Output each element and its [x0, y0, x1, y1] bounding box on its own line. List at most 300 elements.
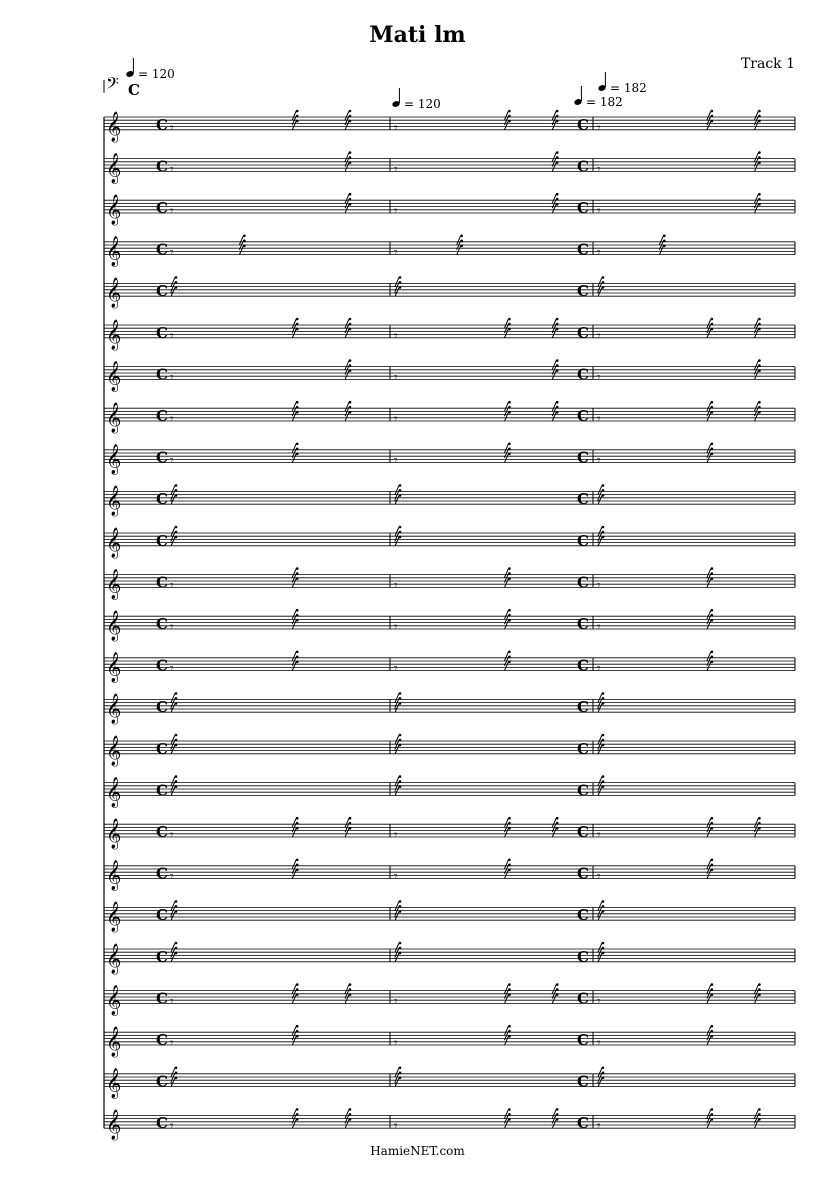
rest-dot: [758, 411, 761, 414]
time-signature: C: [577, 573, 589, 592]
rest-dot: [175, 947, 178, 950]
rest-stroke: [707, 818, 711, 827]
rest-dot: [663, 240, 666, 243]
eighth-rest: 𝄾: [597, 1119, 601, 1135]
treble-clef-icon: 𝄞: [106, 527, 122, 558]
rest-dot: [399, 775, 402, 778]
tempo-text: = 182: [586, 95, 623, 109]
rest-dot: [508, 411, 511, 414]
rest-dot: [508, 328, 511, 331]
eighth-rest: 𝄾: [170, 495, 174, 511]
rest-stroke: [292, 1026, 296, 1035]
rest-dot: [711, 110, 714, 113]
rest-stroke: [504, 111, 508, 120]
rest-dot: [349, 156, 352, 159]
rest-stroke: [292, 652, 296, 661]
rest-dot: [175, 734, 178, 737]
rest-dot: [349, 993, 352, 996]
rest-dot: [711, 983, 714, 986]
rest-stroke: [504, 870, 508, 879]
rest-dot: [296, 1030, 299, 1033]
rest-stroke: [754, 121, 758, 130]
rest-stroke: [504, 610, 508, 619]
rest-dot: [602, 952, 605, 955]
rest-dot: [508, 817, 511, 820]
time-signature: C: [156, 490, 168, 509]
rest-dot: [296, 822, 299, 825]
rest-dot: [711, 406, 714, 409]
rest-stroke: [292, 319, 296, 328]
rest-dot: [349, 988, 352, 991]
rest-dot: [602, 286, 605, 289]
rest-dot: [508, 318, 511, 321]
treble-staff: [104, 235, 795, 268]
time-signature: C: [577, 157, 589, 176]
rest-dot: [349, 193, 352, 196]
treble-clef-icon: 𝄞: [106, 486, 122, 517]
treble-clef-icon: 𝄞: [106, 694, 122, 725]
rest-dot: [508, 401, 511, 404]
eighth-rest: 𝄾: [170, 994, 174, 1010]
rest-dot: [399, 1077, 402, 1080]
rest-stroke: [754, 995, 758, 1004]
treble-staff: [104, 318, 795, 351]
rest-dot: [602, 276, 605, 279]
rest-dot: [711, 567, 714, 570]
rest-dot: [556, 401, 559, 404]
rest-dot: [296, 1025, 299, 1028]
treble-clef-icon: 𝄞: [106, 569, 122, 600]
rest-dot: [349, 198, 352, 201]
rest-dot: [175, 739, 178, 742]
rest-dot: [508, 822, 511, 825]
rest-stroke: [754, 412, 758, 421]
rest-stroke: [552, 818, 556, 827]
rest-stroke: [504, 620, 508, 629]
treble-staff: [104, 359, 795, 392]
rest-dot: [399, 526, 402, 529]
rest-stroke: [292, 111, 296, 120]
tempo-mark: [125, 58, 174, 81]
rest-dot: [399, 489, 402, 492]
rest-dot: [711, 120, 714, 123]
rest-stroke: [345, 1119, 349, 1128]
rest-dot: [399, 494, 402, 497]
rest-stroke: [504, 828, 508, 837]
rest-stroke: [171, 693, 175, 702]
rest-stroke: [707, 444, 711, 453]
rest-dot: [711, 1118, 714, 1121]
time-signature: C: [156, 323, 168, 342]
rest-stroke: [552, 371, 556, 380]
rest-stroke: [504, 444, 508, 453]
rest-dot: [758, 115, 761, 118]
treble-staff: [104, 401, 795, 434]
eighth-rest: 𝄾: [170, 1036, 174, 1051]
rest-stroke: [292, 569, 296, 578]
rest-stroke: [457, 246, 461, 255]
rest-dot: [349, 1113, 352, 1116]
rest-dot: [349, 115, 352, 118]
time-signature: C: [577, 490, 589, 509]
eighth-rest: 𝄾: [394, 287, 398, 303]
time-signature: C: [156, 823, 168, 841]
time-signature: C: [128, 80, 140, 99]
rest-dot: [508, 577, 511, 580]
rest-stroke: [504, 329, 508, 338]
bass-clef-icon: 𝄢: [106, 73, 119, 97]
eighth-rest: 𝄾: [394, 703, 398, 719]
eighth-rest: 𝄾: [170, 287, 174, 303]
rest-dot: [556, 411, 559, 414]
treble-clef-icon: 𝄞: [106, 819, 122, 849]
rest-dot: [602, 526, 605, 529]
rest-stroke: [504, 662, 508, 671]
rest-dot: [399, 900, 402, 903]
rest-dot: [296, 572, 299, 575]
eighth-rest: 𝄾: [170, 370, 174, 386]
rest-dot: [711, 318, 714, 321]
rest-dot: [175, 1077, 178, 1080]
rest-stroke: [171, 1068, 175, 1077]
rest-stroke: [292, 860, 296, 869]
rest-dot: [758, 827, 761, 830]
eighth-rest: 𝄾: [394, 994, 398, 1010]
rest-dot: [175, 531, 178, 534]
rest-dot: [556, 1108, 559, 1111]
rest-stroke: [552, 194, 556, 203]
rest-dot: [399, 1072, 402, 1075]
rest-stroke: [707, 1026, 711, 1035]
eighth-rest: 𝄾: [170, 869, 174, 885]
rest-dot: [602, 692, 605, 695]
rest-stroke: [504, 579, 508, 588]
treble-staff: [104, 567, 795, 600]
eighth-rest: 𝄾: [170, 578, 174, 594]
eighth-rest: 𝄾: [170, 828, 174, 843]
rest-stroke: [707, 1119, 711, 1128]
rest-dot: [349, 328, 352, 331]
rest-dot: [758, 323, 761, 326]
rest-stroke: [292, 1109, 296, 1118]
rest-dot: [349, 401, 352, 404]
eighth-rest: 𝄾: [394, 370, 398, 386]
eighth-rest: 𝄾: [394, 328, 398, 344]
tempo-text: = 120: [138, 67, 175, 81]
treble-staff: [104, 1067, 795, 1100]
rest-dot: [711, 651, 714, 654]
rest-stroke: [171, 485, 175, 494]
treble-clef-icon: 𝄞: [106, 278, 122, 309]
rest-dot: [711, 1035, 714, 1038]
treble-staff: [104, 609, 795, 642]
rest-stroke: [598, 485, 602, 494]
rest-dot: [711, 817, 714, 820]
rest-dot: [460, 245, 463, 248]
rest-stroke: [552, 204, 556, 213]
rest-dot: [508, 110, 511, 113]
rest-stroke: [552, 153, 556, 162]
rest-stroke: [754, 329, 758, 338]
rest-dot: [602, 947, 605, 950]
time-signature: C: [577, 656, 589, 675]
treble-staff: [104, 900, 795, 933]
rest-stroke: [598, 693, 602, 702]
rest-dot: [399, 744, 402, 747]
rest-dot: [758, 318, 761, 321]
rest-dot: [758, 359, 761, 362]
rest-dot: [602, 702, 605, 705]
rest-dot: [711, 827, 714, 830]
rest-dot: [243, 240, 246, 243]
time-signature: C: [156, 739, 168, 758]
rest-dot: [460, 235, 463, 238]
rest-dot: [349, 827, 352, 830]
rest-stroke: [707, 111, 711, 120]
rest-dot: [296, 448, 299, 451]
rest-stroke: [504, 995, 508, 1004]
rest-dot: [508, 1025, 511, 1028]
rest-dot: [711, 869, 714, 872]
rest-dot: [399, 905, 402, 908]
rest-stroke: [395, 777, 399, 786]
eighth-rest: 𝄾: [394, 536, 398, 552]
rest-dot: [556, 110, 559, 113]
rest-dot: [399, 276, 402, 279]
rest-dot: [508, 614, 511, 617]
rest-dot: [349, 983, 352, 986]
rest-stroke: [457, 236, 461, 245]
rest-dot: [399, 536, 402, 539]
rest-stroke: [707, 610, 711, 619]
rest-dot: [758, 156, 761, 159]
rest-dot: [602, 1067, 605, 1070]
rest-dot: [556, 318, 559, 321]
rest-dot: [508, 1118, 511, 1121]
eighth-rest: 𝄾: [394, 245, 398, 261]
rest-stroke: [754, 204, 758, 213]
rest-dot: [508, 651, 511, 654]
rest-dot: [508, 567, 511, 570]
rest-stroke: [345, 194, 349, 203]
rest-dot: [602, 785, 605, 788]
rest-dot: [296, 328, 299, 331]
rest-dot: [349, 369, 352, 372]
rest-stroke: [504, 121, 508, 130]
rest-stroke: [345, 818, 349, 827]
rest-dot: [758, 406, 761, 409]
rest-dot: [296, 827, 299, 830]
rest-dot: [175, 785, 178, 788]
rest-dot: [399, 692, 402, 695]
rest-stroke: [395, 527, 399, 536]
eighth-rest: 𝄾: [170, 1119, 174, 1135]
rest-dot: [349, 817, 352, 820]
rest-dot: [556, 364, 559, 367]
time-signature: C: [156, 1072, 168, 1091]
rest-dot: [556, 151, 559, 154]
rest-dot: [349, 822, 352, 825]
rest-stroke: [504, 818, 508, 827]
rest-dot: [349, 110, 352, 113]
rest-dot: [296, 651, 299, 654]
tempo-text: = 182: [610, 81, 647, 95]
time-signature: C: [577, 864, 589, 883]
rest-dot: [711, 401, 714, 404]
treble-clef-icon: 𝄞: [106, 111, 122, 142]
rest-stroke: [504, 985, 508, 994]
rest-stroke: [754, 361, 758, 370]
treble-staff: [104, 110, 795, 143]
rest-stroke: [552, 121, 556, 130]
rest-dot: [711, 1025, 714, 1028]
rest-dot: [296, 120, 299, 123]
rest-dot: [296, 411, 299, 414]
footer-watermark: HamieNET.com: [370, 1144, 465, 1158]
bass-staff: [104, 73, 140, 99]
rest-dot: [296, 859, 299, 862]
eighth-rest: 𝄾: [170, 245, 174, 261]
treble-staff: [104, 1108, 795, 1141]
eighth-rest: 𝄾: [597, 204, 601, 219]
rest-stroke: [754, 828, 758, 837]
rest-dot: [175, 281, 178, 284]
rest-dot: [175, 494, 178, 497]
eighth-rest: 𝄾: [597, 911, 601, 927]
rest-stroke: [292, 412, 296, 421]
rest-dot: [175, 484, 178, 487]
rest-dot: [175, 775, 178, 778]
treble-staff: [104, 526, 795, 559]
eighth-rest: 𝄾: [394, 578, 398, 594]
rest-dot: [602, 780, 605, 783]
rest-stroke: [395, 277, 399, 286]
rest-dot: [296, 318, 299, 321]
piece-title: Mati lm: [369, 22, 466, 48]
rest-dot: [556, 369, 559, 372]
rest-dot: [243, 235, 246, 238]
eighth-rest: 𝄾: [170, 703, 174, 719]
rest-stroke: [292, 579, 296, 588]
treble-staff: [104, 775, 795, 808]
time-signature: C: [577, 781, 589, 800]
rest-stroke: [707, 319, 711, 328]
rest-dot: [711, 656, 714, 659]
rest-dot: [508, 993, 511, 996]
rest-dot: [758, 364, 761, 367]
rest-dot: [508, 572, 511, 575]
eighth-rest: 𝄾: [394, 1036, 398, 1051]
eighth-rest: 𝄾: [394, 162, 398, 178]
eighth-rest: 𝄾: [597, 786, 601, 802]
rest-dot: [349, 161, 352, 164]
rest-stroke: [598, 901, 602, 910]
rest-stroke: [395, 693, 399, 702]
rest-dot: [349, 318, 352, 321]
rest-stroke: [552, 828, 556, 837]
rest-stroke: [292, 995, 296, 1004]
rest-dot: [349, 203, 352, 206]
rest-dot: [296, 1035, 299, 1038]
rest-dot: [556, 203, 559, 206]
rest-stroke: [504, 454, 508, 463]
time-signature: C: [577, 407, 589, 425]
rest-dot: [296, 406, 299, 409]
eighth-rest: 𝄾: [597, 1036, 601, 1051]
time-signature: C: [577, 823, 589, 841]
time-signature: C: [156, 1031, 168, 1049]
rest-dot: [296, 988, 299, 991]
rest-stroke: [292, 870, 296, 879]
rest-stroke: [292, 1036, 296, 1045]
time-signature: C: [577, 739, 589, 758]
time-signature: C: [156, 448, 168, 467]
rest-stroke: [345, 153, 349, 162]
rest-dot: [556, 817, 559, 820]
eighth-rest: 𝄾: [170, 536, 174, 552]
rest-dot: [711, 859, 714, 862]
rest-dot: [758, 822, 761, 825]
rest-dot: [758, 120, 761, 123]
rest-stroke: [239, 236, 243, 245]
rest-dot: [399, 281, 402, 284]
rest-stroke: [292, 610, 296, 619]
rest-stroke: [345, 121, 349, 130]
rest-stroke: [504, 402, 508, 411]
time-signature: C: [156, 615, 168, 633]
rest-dot: [711, 1108, 714, 1111]
rest-dot: [758, 369, 761, 372]
rest-stroke: [292, 121, 296, 130]
rest-dot: [508, 661, 511, 664]
eighth-rest: 𝄾: [597, 994, 601, 1010]
rest-stroke: [598, 777, 602, 786]
treble-staff: [104, 151, 795, 184]
time-signature: C: [156, 282, 168, 301]
rest-dot: [508, 1035, 511, 1038]
rest-stroke: [659, 236, 663, 245]
rest-dot: [556, 120, 559, 123]
rest-dot: [399, 942, 402, 945]
treble-staff: [104, 942, 795, 975]
time-signature: C: [156, 989, 168, 1008]
eighth-rest: 𝄾: [597, 328, 601, 344]
rest-stroke: [598, 1068, 602, 1077]
time-signature: C: [156, 240, 168, 259]
rest-stroke: [292, 662, 296, 671]
eighth-rest: 𝄾: [394, 869, 398, 885]
rest-dot: [460, 240, 463, 243]
eighth-rest: 𝄾: [597, 828, 601, 843]
rest-stroke: [754, 402, 758, 411]
rest-stroke: [395, 901, 399, 910]
rest-dot: [711, 328, 714, 331]
rest-stroke: [754, 985, 758, 994]
time-signature: C: [577, 1031, 589, 1049]
rest-dot: [556, 406, 559, 409]
rest-stroke: [292, 620, 296, 629]
rest-dot: [556, 115, 559, 118]
eighth-rest: 𝄾: [394, 620, 398, 635]
eighth-rest: 𝄾: [170, 911, 174, 927]
treble-clef-icon: 𝄞: [106, 1027, 122, 1057]
eighth-rest: 𝄾: [597, 703, 601, 719]
rest-stroke: [292, 402, 296, 411]
eighth-rest: 𝄾: [394, 661, 398, 677]
eighth-rest: 𝄾: [394, 952, 398, 968]
treble-staff: [104, 983, 795, 1016]
rest-stroke: [504, 1036, 508, 1045]
